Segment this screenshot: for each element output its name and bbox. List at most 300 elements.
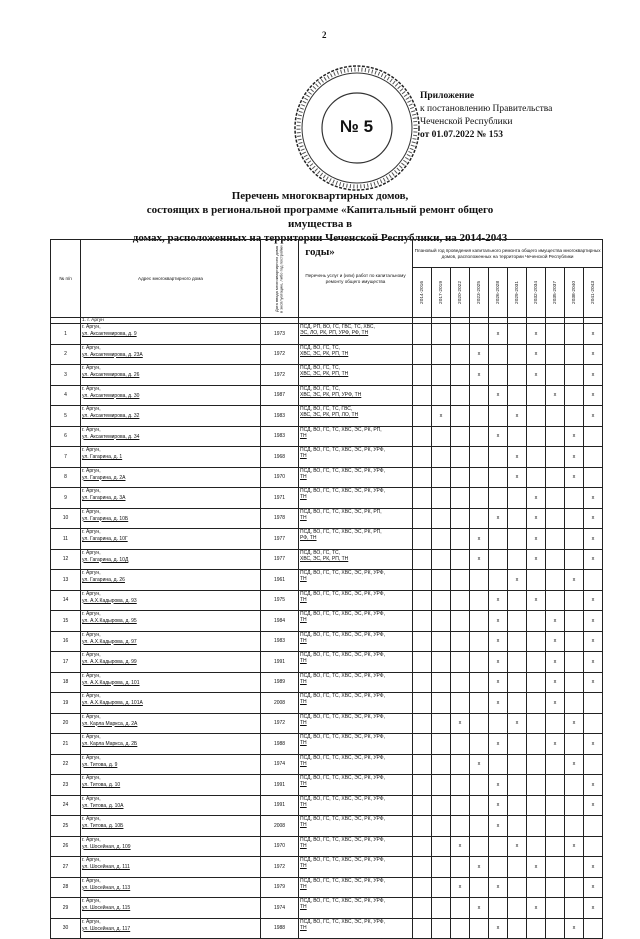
period-mark — [470, 734, 489, 755]
row-build-year: 1971 — [261, 488, 299, 509]
services-line: ЭС, ЛО, РК, РП, УРФ, РФ, ТН — [300, 330, 369, 336]
services-line: ТН — [300, 904, 307, 910]
period-mark: x — [432, 406, 451, 427]
row-number: 16 — [51, 631, 81, 652]
address-city: г. Аргун, — [82, 775, 101, 781]
period-mark — [470, 877, 489, 898]
row-build-year: 1972 — [261, 713, 299, 734]
header-year — [261, 240, 299, 318]
services-line: ПСД, ВО, ГС, ТС, ХВС, ЭС, РК, УРФ, — [300, 631, 385, 638]
row-address — [81, 324, 261, 345]
period-mark — [546, 447, 565, 468]
table-row — [51, 898, 603, 919]
period-mark: x — [489, 611, 508, 632]
period-mark: x — [584, 652, 603, 673]
row-build-year: 1991 — [261, 652, 299, 673]
row-services — [299, 344, 413, 365]
period-mark: x — [508, 467, 527, 488]
period-mark: x — [546, 385, 565, 406]
row-address — [81, 611, 261, 632]
period-mark — [451, 816, 470, 837]
row-build-year: 1972 — [261, 344, 299, 365]
table-row — [51, 795, 603, 816]
period-mark — [413, 365, 432, 386]
houses-table — [50, 239, 603, 939]
period-label: 2038-2040 — [571, 281, 577, 304]
period-mark: x — [489, 324, 508, 345]
period-mark — [432, 816, 451, 837]
address-street: ул. А.Х.Кадырова, д. 101А — [82, 700, 143, 706]
period-mark: x — [546, 672, 565, 693]
period-mark — [527, 631, 546, 652]
period-mark: x — [451, 836, 470, 857]
services-line: ПСД, ВО, ГС, ТС, ХВС, ЭС, РК, УРФ, — [300, 877, 385, 884]
services-line: ПСД, ВО, ГС, ТС, — [300, 365, 341, 371]
services-line: ПСД, ВО, ГС, ТС, ХВС, ЭС, РК, УРФ, — [300, 898, 385, 904]
row-services — [299, 549, 413, 570]
row-address — [81, 508, 261, 529]
period-mark: x — [584, 631, 603, 652]
row-build-year: 1984 — [261, 611, 299, 632]
services-line: ТН — [300, 432, 307, 439]
period-mark: x — [584, 877, 603, 898]
address-city: г. Аргун, — [82, 857, 101, 863]
period-mark — [565, 385, 584, 406]
period-mark — [546, 549, 565, 570]
period-mark: x — [489, 775, 508, 796]
period-mark — [470, 652, 489, 673]
row-build-year: 1970 — [261, 467, 299, 488]
row-number: 17 — [51, 652, 81, 673]
period-mark: x — [565, 918, 584, 939]
period-mark: x — [527, 590, 546, 611]
row-number: 6 — [51, 426, 81, 447]
row-number: 29 — [51, 898, 81, 919]
period-mark — [432, 918, 451, 939]
row-address — [81, 529, 261, 550]
appendix-line: Приложение — [420, 91, 475, 101]
period-mark — [508, 672, 527, 693]
period-mark — [546, 570, 565, 591]
period-mark — [489, 857, 508, 878]
table-row — [51, 836, 603, 857]
period-mark — [489, 898, 508, 919]
period-mark: x — [527, 898, 546, 919]
title-line: состоящих в региональной программе «Капитальный ремонт общего имущества в — [146, 204, 494, 230]
row-number: 3 — [51, 365, 81, 386]
period-mark — [451, 611, 470, 632]
period-mark — [508, 857, 527, 878]
row-address — [81, 713, 261, 734]
services-line: ТН — [300, 863, 307, 869]
address-street: ул. А.Х.Кадырова, д. 95 — [82, 618, 137, 624]
period-mark — [451, 529, 470, 550]
period-mark — [546, 754, 565, 775]
period-mark: x — [584, 775, 603, 796]
address-city: г. Аргун, — [82, 590, 101, 597]
row-services — [299, 611, 413, 632]
period-mark — [527, 734, 546, 755]
services-line: ПСД, ВО, ГС, ТС, — [300, 385, 341, 392]
period-mark — [451, 508, 470, 529]
period-mark — [508, 631, 527, 652]
services-line: ТН — [300, 719, 307, 726]
row-services — [299, 713, 413, 734]
services-line: ПСД, ВО, ГС, ТС, ХВС, ЭС, РК, РП, — [300, 529, 382, 535]
services-line: ТН — [300, 842, 307, 849]
row-build-year: 1989 — [261, 672, 299, 693]
row-services — [299, 385, 413, 406]
address-city: г. Аргун, — [82, 754, 101, 761]
row-build-year: 1977 — [261, 549, 299, 570]
period-mark — [527, 447, 546, 468]
period-mark: x — [546, 611, 565, 632]
table-row — [51, 631, 603, 652]
period-mark — [413, 816, 432, 837]
row-address — [81, 877, 261, 898]
services-line: ПСД, ВО, ГС, ТС, ХВС, ЭС, РК, УРФ, — [300, 918, 385, 925]
services-line: ПСД, ВО, ГС, ТС, ХВС, ЭС, РК, УРФ, — [300, 693, 385, 699]
period-mark — [584, 570, 603, 591]
address-street: ул. А.Х.Кадырова, д. 99 — [82, 659, 137, 665]
period-mark: x — [489, 508, 508, 529]
period-mark — [489, 549, 508, 570]
period-mark — [527, 467, 546, 488]
services-line: ПСД, ВО, ГС, ТС, ХВС, ЭС, РК, УРФ, — [300, 713, 385, 720]
period-mark — [451, 693, 470, 714]
row-number: 1 — [51, 324, 81, 345]
period-mark — [432, 508, 451, 529]
period-mark: x — [565, 426, 584, 447]
period-mark — [432, 652, 451, 673]
row-address — [81, 693, 261, 714]
period-mark: x — [584, 324, 603, 345]
period-mark — [470, 795, 489, 816]
row-services — [299, 877, 413, 898]
period-mark — [413, 775, 432, 796]
row-number: 22 — [51, 754, 81, 775]
header-address: Адрес многоквартирного дома — [81, 240, 261, 318]
period-mark: x — [584, 611, 603, 632]
address-city: г. Аргун, — [82, 631, 101, 638]
period-mark — [546, 467, 565, 488]
period-mark — [527, 713, 546, 734]
services-line: ТН — [300, 596, 307, 603]
period-mark: x — [546, 693, 565, 714]
services-line: ПСД, ВО, ГС, ТС, ХВС, ЭС, РК, УРФ, — [300, 652, 385, 658]
period-mark: x — [508, 713, 527, 734]
period-mark — [489, 713, 508, 734]
period-mark — [470, 631, 489, 652]
address-city: г. Аргун, — [82, 549, 101, 556]
address-street: ул. Аксактемирова, д. 32 — [82, 413, 140, 419]
period-mark — [432, 344, 451, 365]
period-mark: x — [565, 570, 584, 591]
address-city: г. Аргун, — [82, 426, 101, 433]
row-build-year: 1970 — [261, 836, 299, 857]
period-mark: x — [470, 898, 489, 919]
address-city: г. Аргун, — [82, 570, 101, 576]
period-mark: x — [527, 529, 546, 550]
table-row — [51, 488, 603, 509]
header-period — [565, 268, 584, 318]
period-mark — [546, 488, 565, 509]
period-mark — [527, 426, 546, 447]
period-mark — [470, 447, 489, 468]
period-mark — [432, 324, 451, 345]
period-mark: x — [489, 693, 508, 714]
period-mark — [413, 529, 432, 550]
row-number: 24 — [51, 795, 81, 816]
period-mark: x — [489, 631, 508, 652]
services-line: ТН — [300, 740, 307, 746]
period-mark — [451, 324, 470, 345]
period-mark — [565, 857, 584, 878]
period-mark: x — [527, 549, 546, 570]
period-mark: x — [584, 406, 603, 427]
period-mark — [565, 611, 584, 632]
address-city: г. Аргун, — [82, 611, 101, 617]
period-mark — [432, 385, 451, 406]
period-mark — [451, 857, 470, 878]
period-mark — [413, 754, 432, 775]
address-street: ул. Аксактемирова, д. 26 — [82, 372, 140, 378]
address-street: ул. Титова, д. 10Б — [82, 823, 124, 829]
services-line: ТН — [300, 473, 307, 480]
period-mark: x — [489, 918, 508, 939]
header-period — [508, 268, 527, 318]
period-mark — [413, 898, 432, 919]
table-row — [51, 365, 603, 386]
row-build-year: 1973 — [261, 324, 299, 345]
address-street: ул. Гагарина, д. 1 — [82, 454, 123, 460]
table-row — [51, 426, 603, 447]
period-mark — [432, 775, 451, 796]
row-number: 20 — [51, 713, 81, 734]
row-address — [81, 734, 261, 755]
period-mark — [470, 693, 489, 714]
period-mark — [451, 467, 470, 488]
period-mark — [432, 549, 451, 570]
period-mark — [470, 918, 489, 939]
address-street: ул. Шосейная, д. 113 — [82, 884, 131, 891]
row-services — [299, 467, 413, 488]
period-mark — [451, 365, 470, 386]
period-mark — [451, 652, 470, 673]
row-address — [81, 836, 261, 857]
period-mark — [527, 775, 546, 796]
address-city: г. Аргун, — [82, 877, 101, 884]
services-line: ТН — [300, 617, 307, 623]
services-line: ХВС, ЭС, РК, РП, УРФ, ТН — [300, 391, 362, 398]
period-mark — [508, 611, 527, 632]
period-mark — [565, 406, 584, 427]
services-line: ПСД, РП, ВО, ГС, ГВС, ТС, ХВС, — [300, 324, 375, 330]
period-mark: x — [489, 385, 508, 406]
period-mark — [489, 344, 508, 365]
period-mark — [470, 488, 489, 509]
row-services — [299, 754, 413, 775]
row-services — [299, 693, 413, 714]
services-line: ПСД, ВО, ГС, ТС, ХВС, ЭС, РК, УРФ, — [300, 816, 385, 822]
services-line: ПСД, ВО, ГС, ТС, ХВС, ЭС, РК, УРФ, — [300, 836, 385, 843]
period-label: 2026-2028 — [495, 281, 501, 304]
services-line: ТН — [300, 801, 307, 808]
period-mark: x — [584, 529, 603, 550]
services-line: ПСД, ВО, ГС, ТС, ХВС, ЭС, РК, УРФ, — [300, 795, 385, 802]
row-build-year: 1978 — [261, 508, 299, 529]
row-services — [299, 857, 413, 878]
row-build-year: 1983 — [261, 406, 299, 427]
table-row — [51, 529, 603, 550]
row-address — [81, 570, 261, 591]
period-mark — [432, 631, 451, 652]
period-mark — [432, 488, 451, 509]
period-mark: x — [527, 508, 546, 529]
table-row — [51, 672, 603, 693]
row-build-year: 1988 — [261, 734, 299, 755]
period-mark — [508, 324, 527, 345]
header-plan: Плановый год проведения капитального ремонта общего имущества многоквартирных домов, расположенных на территории Чеченской Республики — [413, 240, 603, 268]
address-street: ул. Титова, д. 10 — [82, 782, 121, 788]
header-period — [546, 268, 565, 318]
row-build-year: 1991 — [261, 795, 299, 816]
period-mark: x — [584, 344, 603, 365]
period-mark — [508, 775, 527, 796]
period-mark — [546, 877, 565, 898]
row-services — [299, 652, 413, 673]
period-mark: x — [508, 406, 527, 427]
period-mark — [413, 693, 432, 714]
row-build-year: 1975 — [261, 590, 299, 611]
row-services — [299, 836, 413, 857]
period-mark: x — [508, 570, 527, 591]
address-city: г. Аргун, — [82, 652, 101, 658]
row-services — [299, 816, 413, 837]
period-mark — [565, 365, 584, 386]
period-mark — [451, 447, 470, 468]
period-mark: x — [565, 836, 584, 857]
row-number: 2 — [51, 344, 81, 365]
services-line: ХВС, ЭС, РК, РП, ТН — [300, 350, 349, 357]
appendix-line: к постановлению Правительства — [420, 104, 553, 114]
address-street: ул. А.Х.Кадырова, д. 97 — [82, 638, 137, 645]
period-mark — [489, 406, 508, 427]
services-line: ТН — [300, 760, 307, 767]
period-mark — [546, 857, 565, 878]
address-city: г. Аргун, — [82, 795, 101, 802]
table-row — [51, 344, 603, 365]
row-build-year: 1991 — [261, 775, 299, 796]
period-mark — [451, 795, 470, 816]
title-line: домах, расположенных на территории Чеченской Республики, на 2014-2043 годы» — [132, 232, 508, 258]
period-mark — [527, 918, 546, 939]
services-line: ПСД, ВО, ГС, ТС, ХВС, ЭС, РК, УРФ, — [300, 857, 385, 863]
period-mark: x — [470, 549, 489, 570]
period-mark — [413, 836, 432, 857]
period-mark — [584, 447, 603, 468]
address-city: г. Аргун, — [82, 488, 101, 494]
table-row — [51, 508, 603, 529]
row-build-year: 1974 — [261, 898, 299, 919]
period-mark: x — [527, 344, 546, 365]
address-city: г. Аргун, — [82, 693, 101, 699]
period-mark — [413, 611, 432, 632]
table-row — [51, 385, 603, 406]
period-mark: x — [527, 488, 546, 509]
row-services — [299, 570, 413, 591]
services-line: ПСД, ВО, ГС, ТС, ХВС, ЭС, РК, УРФ, — [300, 590, 385, 597]
address-city: г. Аргун, — [82, 672, 101, 679]
period-mark — [527, 795, 546, 816]
period-mark — [432, 570, 451, 591]
period-mark — [470, 611, 489, 632]
row-number: 15 — [51, 611, 81, 632]
period-mark — [413, 672, 432, 693]
period-mark — [451, 590, 470, 611]
row-address — [81, 385, 261, 406]
period-mark: x — [584, 365, 603, 386]
period-mark — [527, 652, 546, 673]
period-mark — [413, 385, 432, 406]
period-mark — [508, 385, 527, 406]
period-mark: x — [508, 447, 527, 468]
period-mark — [546, 344, 565, 365]
address-street: ул. Титова, д. 10А — [82, 802, 124, 809]
period-mark — [432, 693, 451, 714]
table-row — [51, 816, 603, 837]
period-mark — [413, 447, 432, 468]
header-services: Перечень услуг и (или) работ по капитальному ремонту общего имущества — [299, 240, 413, 318]
period-mark: x — [527, 365, 546, 386]
row-address — [81, 754, 261, 775]
row-services — [299, 406, 413, 427]
period-mark: x — [584, 795, 603, 816]
period-mark — [451, 918, 470, 939]
period-mark — [470, 816, 489, 837]
period-mark — [432, 754, 451, 775]
address-city: г. Аргун, — [82, 734, 101, 740]
services-line: ПСД, ВО, ГС, ТС, ГВС, — [300, 406, 353, 412]
period-mark: x — [470, 754, 489, 775]
period-mark — [413, 713, 432, 734]
services-line: ТН — [300, 658, 307, 664]
row-number: 12 — [51, 549, 81, 570]
period-mark: x — [489, 795, 508, 816]
period-mark — [565, 816, 584, 837]
table-row — [51, 611, 603, 632]
period-mark — [451, 775, 470, 796]
period-mark — [451, 426, 470, 447]
row-number: 14 — [51, 590, 81, 611]
period-mark — [527, 836, 546, 857]
period-mark — [451, 549, 470, 570]
services-line: ТН — [300, 576, 307, 582]
period-mark — [565, 795, 584, 816]
period-mark — [413, 549, 432, 570]
period-mark — [508, 754, 527, 775]
period-mark — [451, 344, 470, 365]
period-mark — [527, 611, 546, 632]
period-label: 2014-2016 — [419, 281, 425, 304]
period-mark: x — [489, 816, 508, 837]
period-mark — [489, 488, 508, 509]
period-mark — [565, 693, 584, 714]
period-mark — [584, 713, 603, 734]
address-city: г. Аргун, — [82, 324, 101, 330]
address-street: ул. Аксактемирова, д. 9 — [82, 331, 137, 337]
period-mark: x — [584, 672, 603, 693]
